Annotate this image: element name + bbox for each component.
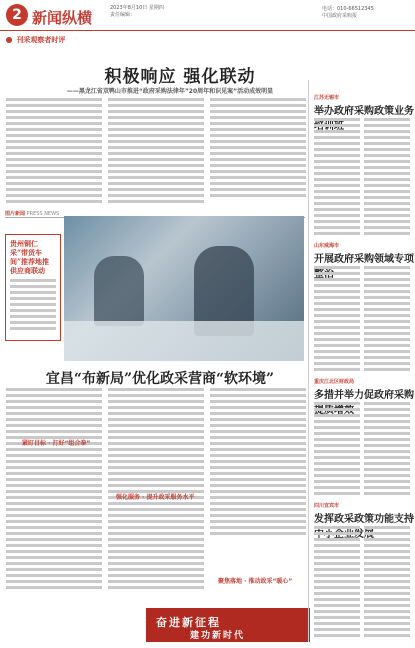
right-text-4a	[314, 526, 360, 640]
photo-caption-label: 图片新闻	[5, 211, 26, 217]
article-text-col3	[210, 98, 306, 206]
masthead-editor: 责任编辑：	[110, 12, 136, 18]
badge-dot-icon	[6, 37, 12, 43]
photo-table	[64, 321, 304, 361]
photo-figure-left	[94, 256, 144, 326]
sidebox-text	[10, 279, 56, 333]
second-text-col1	[6, 388, 102, 604]
masthead-paper: 中国政府采购报	[322, 13, 358, 19]
right-text-2b	[364, 266, 410, 374]
headline-subtitle: ——黑龙江省双鸭山市推进“政府采购法律年”20周年和识见案”活动成效明显	[66, 88, 274, 95]
right-text-3a	[314, 402, 360, 498]
right-tag-2: 山东威海市	[314, 243, 340, 249]
photo-sidebox	[5, 234, 61, 341]
right-text-2a	[314, 266, 360, 374]
masthead-date: 2023年8月10日 星期四	[110, 5, 164, 11]
right-text-1b	[364, 118, 410, 238]
banner-line1: 奋进新征程	[156, 616, 221, 629]
right-text-3b	[364, 402, 410, 498]
right-title-3: 多措并举力促政府采购	[314, 390, 414, 401]
right-title-4: 发挥政采政策功能支持	[314, 514, 414, 525]
headline: 积极响应 强化联动	[104, 67, 256, 87]
right-title-2: 开展政府采购领域专项	[314, 254, 414, 265]
right-tag-1: 江苏无锡市	[314, 95, 340, 101]
badge-label: 刊采观察者时评	[16, 36, 66, 44]
photo-caption: PRESS NEWS	[26, 211, 60, 217]
news-photo	[64, 216, 304, 361]
second-subhead-3: 聚焦落地 · 推动政采“暖心”	[218, 578, 293, 585]
right-title-1: 举办政府采购政策业务	[314, 106, 414, 117]
masthead-phone: 电话：010-66512345	[322, 6, 374, 12]
article-text-col2	[108, 98, 204, 206]
column-divider	[308, 80, 309, 642]
masthead-right	[322, 6, 412, 20]
sidebox-title: 贵州铜仁采“带货车间”推荐地推供应商联动	[10, 239, 50, 275]
right-tag-3: 重庆江北区财政局	[314, 379, 355, 385]
column-badge	[6, 35, 65, 45]
masthead	[0, 0, 415, 31]
slogan-banner	[146, 608, 310, 642]
second-subhead-2: 强化服务 · 提升政采服务水平	[116, 494, 195, 501]
right-tag-4: 四川宜宾市	[314, 503, 340, 509]
right-text-4b	[364, 526, 410, 640]
second-subhead-1: 紧盯目标 · 打好“组合拳”	[22, 440, 91, 447]
masthead-meta	[110, 5, 164, 19]
section-title: 新闻纵横	[32, 9, 93, 27]
second-headline: 宜昌“布新局”优化政采营商“软环境”	[45, 371, 275, 387]
banner-line2: 建功新时代	[190, 631, 246, 641]
page-number: 2	[6, 4, 28, 26]
second-text-col3	[210, 388, 306, 604]
right-text-1a	[314, 118, 360, 238]
article-text-col1	[6, 98, 102, 206]
